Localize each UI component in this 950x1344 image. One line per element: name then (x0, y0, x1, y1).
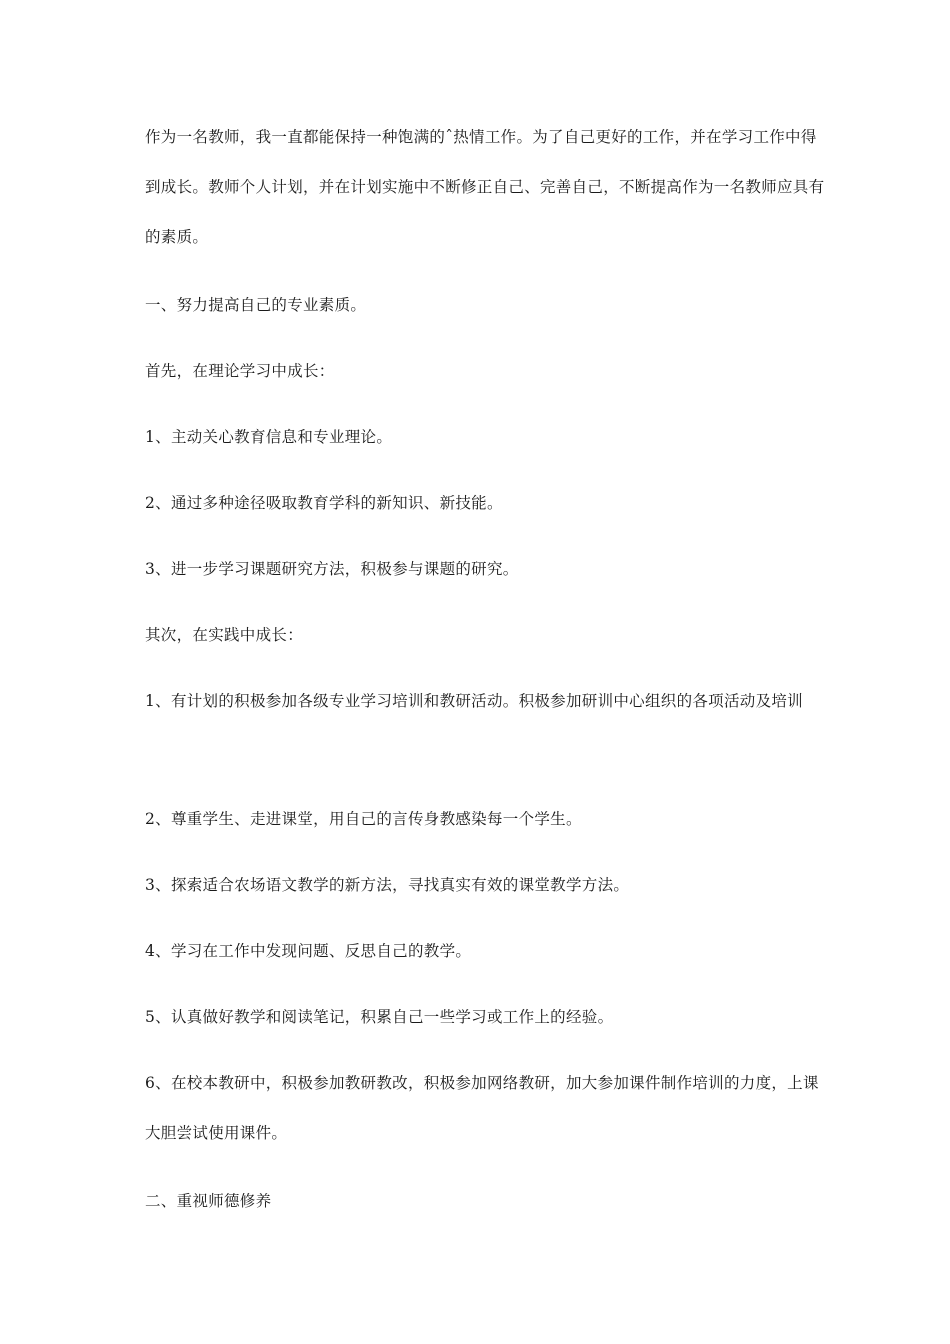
subheading-practice: 其次，在实践中成长： (145, 626, 304, 644)
section-heading-1: 一、努力提高自己的专业素质。 (145, 296, 367, 314)
list-item: 1、有计划的积极参加各级专业学习培训和教研活动。积极参加研训中心组织的各项活动及培训 (145, 692, 803, 710)
list-item: 3、探索适合农场语文教学的新方法，寻找真实有效的课堂教学方法。 (145, 876, 630, 894)
list-item: 3、进一步学习课题研究方法，积极参与课题的研究。 (145, 560, 519, 578)
list-item: 4、学习在工作中发现问题、反思自己的教学。 (145, 942, 472, 960)
list-item: 2、尊重学生、走进课堂，用自己的言传身教感染每一个学生。 (145, 810, 582, 828)
list-item: 5、认真做好教学和阅读笔记，积累自己一些学习或工作上的经验。 (145, 1008, 614, 1026)
section-heading-2: 二、重视师德修养 (145, 1192, 272, 1210)
intro-paragraph: 作为一名教师，我一直都能保持一种饱满的ˆ热情工作。为了自己更好的工作，并在学习工作中得到成长。教师个人计划，并在计划实施中不断修正自己、完善自己，不断提高作为一名教师应具有的素质。 (145, 128, 825, 246)
list-item: 1、主动关心教育信息和专业理论。 (145, 428, 393, 446)
list-item: 6、在校本教研中，积极参加教研教改，积极参加网络教研，加大参加课件制作培训的力度，上课大胆尝试使用课件。 (145, 1074, 819, 1142)
subheading-theory: 首先，在理论学习中成长： (145, 362, 335, 380)
list-item: 2、通过多种途径吸取教育学科的新知识、新技能。 (145, 494, 503, 512)
